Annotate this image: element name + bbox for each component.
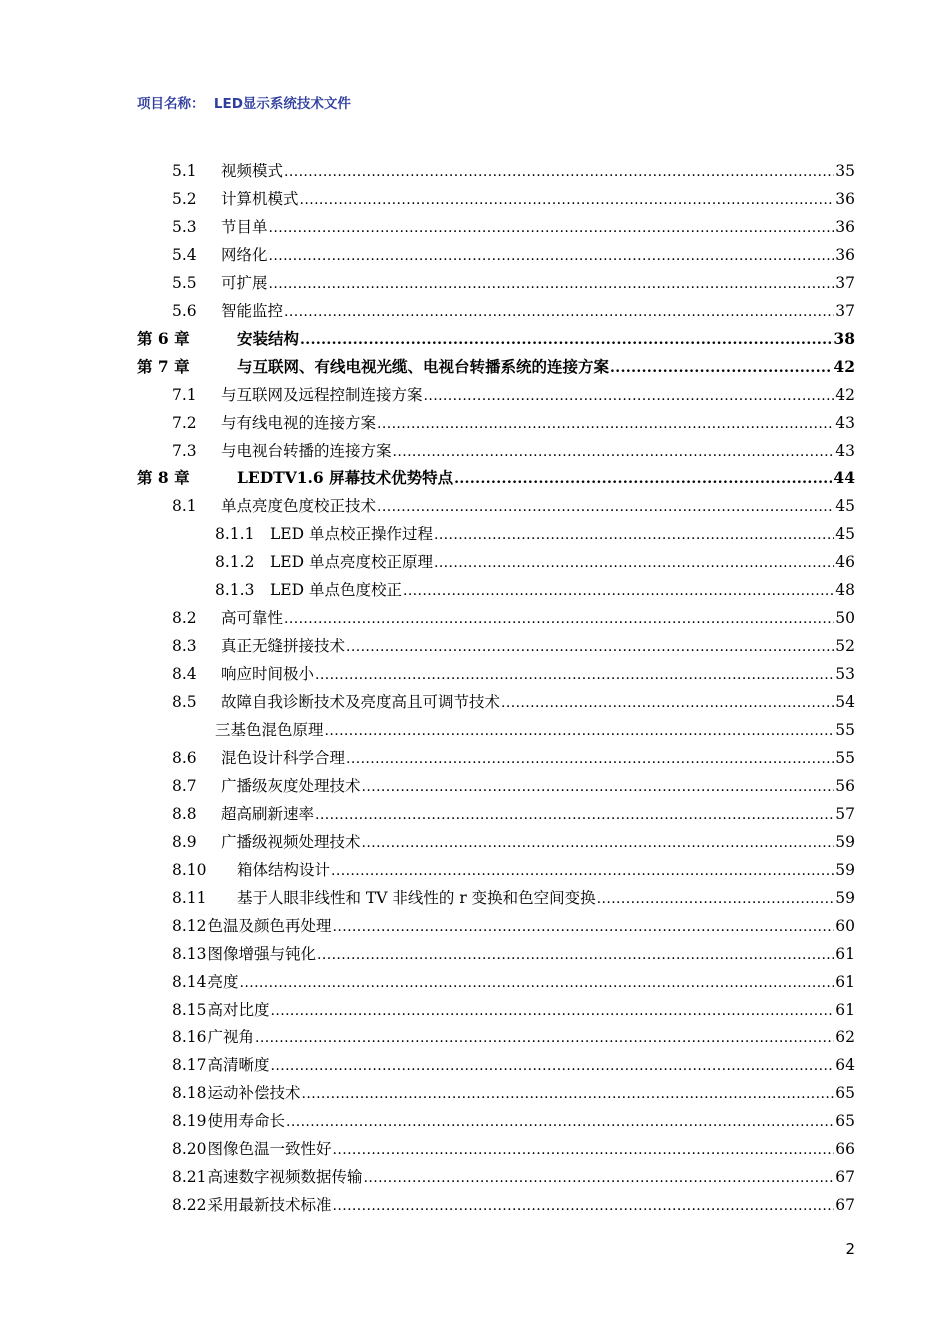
toc-number: 8.22 bbox=[172, 1196, 207, 1215]
toc-page-number: 61 bbox=[835, 972, 855, 991]
toc-chapter-entry[interactable] bbox=[137, 464, 855, 492]
toc-leader-dots bbox=[302, 1079, 835, 1107]
toc-number: 7.2 bbox=[172, 413, 197, 432]
toc-page-number: 53 bbox=[835, 665, 855, 684]
toc-title: 基于人眼非线性和 TV 非线性的 r 变换和色空间变换 bbox=[237, 888, 596, 907]
toc-title: 与有线电视的连接方案 bbox=[221, 413, 377, 432]
toc-title: 图像增强与钝化 bbox=[207, 944, 317, 963]
toc-number: 第 8 章 bbox=[137, 468, 190, 488]
toc-number: 5.4 bbox=[172, 245, 197, 264]
toc-page-number: 59 bbox=[835, 832, 855, 851]
toc-number: 8.8 bbox=[172, 804, 197, 823]
toc-title: 网络化 bbox=[221, 245, 268, 264]
toc-leader-dots bbox=[346, 632, 834, 660]
toc-number: 8.1.3 bbox=[215, 581, 255, 600]
toc-page-number: 35 bbox=[835, 162, 855, 180]
toc-entry[interactable] bbox=[172, 1051, 855, 1079]
toc-title: 视频模式 bbox=[221, 162, 284, 180]
toc-entry[interactable] bbox=[172, 241, 855, 269]
toc-entry[interactable] bbox=[172, 157, 855, 185]
toc-title: LED 单点色度校正 bbox=[270, 581, 402, 600]
toc-title: 高速数字视频数据传输 bbox=[207, 1168, 363, 1187]
toc-number: 8.13 bbox=[172, 944, 207, 963]
toc-page-number: 45 bbox=[835, 497, 855, 516]
toc-title: 智能监控 bbox=[221, 301, 284, 320]
toc-leader-dots bbox=[333, 1191, 835, 1219]
toc-leader-dots bbox=[286, 1107, 834, 1135]
toc-leader-dots bbox=[271, 996, 835, 1024]
toc-number: 8.15 bbox=[172, 1000, 207, 1019]
toc-page-number: 65 bbox=[835, 1112, 855, 1131]
toc-entry[interactable] bbox=[172, 996, 855, 1024]
toc-title: 色温及颜色再处理 bbox=[207, 916, 332, 935]
toc-entry[interactable] bbox=[172, 772, 855, 800]
toc-chapter-entry[interactable] bbox=[137, 325, 855, 353]
toc-title: LED 单点亮度校正原理 bbox=[270, 553, 433, 572]
toc-entry[interactable] bbox=[172, 409, 855, 437]
toc-number: 5.2 bbox=[172, 189, 197, 208]
toc-title: 响应时间极小 bbox=[221, 665, 315, 684]
toc-entry[interactable] bbox=[172, 604, 855, 632]
toc-leader-dots bbox=[454, 464, 832, 492]
toc-leader-dots bbox=[315, 660, 834, 688]
toc-number: 8.7 bbox=[172, 776, 197, 795]
toc-entry[interactable] bbox=[172, 297, 855, 325]
toc-leader-dots bbox=[364, 1163, 835, 1191]
toc-title: 运动补偿技术 bbox=[207, 1084, 301, 1103]
toc-page-number: 66 bbox=[835, 1140, 855, 1159]
toc-title: 使用寿命长 bbox=[207, 1112, 286, 1131]
toc-title: 与互联网及远程控制连接方案 bbox=[221, 385, 423, 404]
toc-leader-dots bbox=[346, 744, 834, 772]
project-name: LED显示系统技术文件 bbox=[213, 96, 351, 112]
toc-entry[interactable] bbox=[172, 968, 855, 996]
toc-number: 8.16 bbox=[172, 1028, 207, 1047]
toc-title: LED 单点校正操作过程 bbox=[270, 525, 433, 544]
toc-leader-dots bbox=[325, 716, 835, 744]
document-header bbox=[137, 92, 351, 112]
toc-entry[interactable] bbox=[215, 716, 855, 744]
toc-title: 高对比度 bbox=[207, 1000, 270, 1019]
toc-page-number: 44 bbox=[833, 468, 855, 488]
toc-title: 与互联网、有线电视光缆、电视台转播系统的连接方案 bbox=[237, 356, 610, 376]
toc-entry[interactable] bbox=[172, 744, 855, 772]
toc-leader-dots bbox=[333, 1135, 835, 1163]
toc-page-number: 48 bbox=[835, 581, 855, 600]
toc-leader-dots bbox=[377, 492, 834, 520]
toc-entry[interactable] bbox=[215, 548, 855, 576]
toc-number: 7.1 bbox=[172, 385, 197, 404]
toc-title: 图像色温一致性好 bbox=[207, 1140, 332, 1159]
toc-leader-dots bbox=[610, 353, 832, 381]
toc-number: 8.12 bbox=[172, 916, 207, 935]
toc-title: 高可靠性 bbox=[221, 609, 284, 628]
toc-leader-dots bbox=[269, 213, 835, 241]
toc-title: 计算机模式 bbox=[221, 189, 299, 208]
toc-entry[interactable] bbox=[172, 1023, 855, 1051]
toc-entry[interactable] bbox=[172, 828, 855, 856]
toc-page-number: 42 bbox=[833, 356, 855, 376]
toc-entry[interactable] bbox=[172, 185, 855, 213]
toc-title: 亮度 bbox=[207, 972, 239, 991]
toc-number: 5.1 bbox=[172, 162, 197, 180]
toc-number: 5.6 bbox=[172, 301, 197, 320]
toc-title: 高清晰度 bbox=[207, 1056, 270, 1075]
toc-leader-dots bbox=[269, 241, 835, 269]
toc-title: 安装结构 bbox=[237, 328, 300, 348]
toc-number: 8.1.2 bbox=[215, 553, 255, 572]
toc-page-number: 43 bbox=[835, 413, 855, 432]
toc-number: 8.1 bbox=[172, 497, 197, 516]
toc-page-number: 59 bbox=[835, 860, 855, 879]
toc-number: 5.3 bbox=[172, 217, 197, 236]
toc-leader-dots bbox=[434, 548, 834, 576]
toc-number: 8.1.1 bbox=[215, 525, 255, 544]
toc-leader-dots bbox=[333, 912, 835, 940]
toc-leader-dots bbox=[424, 381, 835, 409]
toc-title: 超高刷新速率 bbox=[221, 804, 315, 823]
toc-number: 8.14 bbox=[172, 972, 207, 991]
toc-page-number: 59 bbox=[835, 888, 855, 907]
toc-entry[interactable] bbox=[172, 856, 855, 884]
toc-leader-dots bbox=[403, 576, 834, 604]
toc-page-number: 46 bbox=[835, 553, 855, 572]
toc-entry[interactable] bbox=[172, 688, 855, 716]
toc-page-number: 60 bbox=[835, 916, 855, 935]
toc-entry[interactable] bbox=[172, 912, 855, 940]
toc-page-number: 61 bbox=[835, 1000, 855, 1019]
toc-entry[interactable] bbox=[215, 576, 855, 604]
toc-page-number: 64 bbox=[835, 1056, 855, 1075]
toc-page-number: 62 bbox=[835, 1028, 855, 1047]
toc-page-number: 65 bbox=[835, 1084, 855, 1103]
toc-title: 节目单 bbox=[221, 217, 268, 236]
toc-number: 8.5 bbox=[172, 693, 197, 712]
toc-number: 5.5 bbox=[172, 273, 197, 292]
toc-page-number: 57 bbox=[835, 804, 855, 823]
toc-page-number: 45 bbox=[835, 525, 855, 544]
toc-leader-dots bbox=[255, 1023, 834, 1051]
toc-title: 与电视台转播的连接方案 bbox=[221, 441, 392, 460]
toc-number: 8.18 bbox=[172, 1084, 207, 1103]
toc-page-number: 55 bbox=[835, 748, 855, 767]
toc-entry[interactable] bbox=[172, 1163, 855, 1191]
toc-number: 8.17 bbox=[172, 1056, 207, 1075]
toc-page-number: 42 bbox=[835, 385, 855, 404]
toc-leader-dots bbox=[393, 437, 835, 465]
toc-entry[interactable] bbox=[215, 520, 855, 548]
toc-entry[interactable] bbox=[172, 632, 855, 660]
toc-page-number: 50 bbox=[835, 609, 855, 628]
toc-entry[interactable] bbox=[172, 1079, 855, 1107]
toc-number: 8.11 bbox=[172, 888, 207, 907]
toc-page-number: 38 bbox=[833, 328, 855, 348]
toc-leader-dots bbox=[434, 520, 834, 548]
toc-entry[interactable] bbox=[172, 1191, 855, 1219]
page-number: 2 bbox=[845, 1240, 855, 1258]
toc-page-number: 54 bbox=[835, 693, 855, 712]
toc-leader-dots bbox=[300, 325, 832, 353]
toc-title: 三基色混色原理 bbox=[215, 721, 324, 739]
toc-page-number: 37 bbox=[835, 301, 855, 320]
toc-leader-dots bbox=[284, 297, 834, 325]
toc-title: 故障自我诊断技术及亮度高且可调节技术 bbox=[221, 693, 501, 712]
toc-title: 广播级灰度处理技术 bbox=[221, 776, 361, 795]
toc-number: 7.3 bbox=[172, 441, 197, 460]
toc-entry[interactable] bbox=[172, 1135, 855, 1163]
toc-leader-dots bbox=[362, 828, 835, 856]
toc-title: 广视角 bbox=[207, 1028, 255, 1047]
toc-entry[interactable] bbox=[172, 381, 855, 409]
toc-entry[interactable] bbox=[172, 800, 855, 828]
toc-title: 单点亮度色度校正技术 bbox=[221, 497, 377, 516]
toc-number: 8.20 bbox=[172, 1140, 207, 1159]
toc-title: 广播级视频处理技术 bbox=[221, 832, 361, 851]
toc-leader-dots bbox=[284, 604, 834, 632]
toc-entry[interactable] bbox=[172, 940, 855, 968]
toc-number: 第 6 章 bbox=[137, 328, 190, 348]
toc-page-number: 37 bbox=[835, 273, 855, 292]
toc-page-number: 67 bbox=[835, 1196, 855, 1215]
toc-leader-dots bbox=[597, 884, 835, 912]
toc-leader-dots bbox=[501, 688, 834, 716]
toc-number: 8.6 bbox=[172, 748, 197, 767]
toc-page-number: 56 bbox=[835, 776, 855, 795]
toc-number: 第 7 章 bbox=[137, 356, 190, 376]
toc-leader-dots bbox=[269, 269, 835, 297]
toc-number: 8.10 bbox=[172, 860, 207, 879]
toc-title: 采用最新技术标准 bbox=[207, 1196, 332, 1215]
toc-title: 真正无缝拼接技术 bbox=[221, 637, 346, 656]
toc-number: 8.3 bbox=[172, 637, 197, 656]
toc-page-number: 36 bbox=[835, 189, 855, 208]
toc-entry[interactable] bbox=[172, 492, 855, 520]
toc-entry[interactable] bbox=[172, 213, 855, 241]
toc-entry[interactable] bbox=[172, 884, 855, 912]
toc-leader-dots bbox=[317, 940, 834, 968]
toc-page-number: 61 bbox=[835, 944, 855, 963]
toc-entry[interactable] bbox=[172, 1107, 855, 1135]
toc-page-number: 52 bbox=[835, 637, 855, 656]
toc-page-number: 55 bbox=[835, 721, 855, 739]
toc-leader-dots bbox=[284, 157, 834, 185]
toc-number: 8.4 bbox=[172, 665, 197, 684]
toc-title: LEDTV1.6 屏幕技术优势特点 bbox=[237, 468, 454, 488]
toc-page-number: 67 bbox=[835, 1168, 855, 1187]
toc-page-number: 36 bbox=[835, 217, 855, 236]
toc-leader-dots bbox=[362, 772, 835, 800]
toc-number: 8.9 bbox=[172, 832, 197, 851]
toc-page-number: 43 bbox=[835, 441, 855, 460]
toc-number: 8.19 bbox=[172, 1112, 207, 1131]
toc-chapter-entry[interactable] bbox=[137, 353, 855, 381]
toc-entry[interactable] bbox=[172, 269, 855, 297]
toc-page-number: 36 bbox=[835, 245, 855, 264]
toc-leader-dots bbox=[240, 968, 835, 996]
toc-leader-dots bbox=[377, 409, 834, 437]
toc-title: 可扩展 bbox=[221, 273, 268, 292]
toc-leader-dots bbox=[300, 185, 835, 213]
toc-number: 8.2 bbox=[172, 609, 197, 628]
toc-leader-dots bbox=[315, 800, 834, 828]
toc-leader-dots bbox=[271, 1051, 835, 1079]
project-name-label: 项目名称： bbox=[137, 96, 205, 112]
toc-entry[interactable] bbox=[172, 660, 855, 688]
toc-entry[interactable] bbox=[172, 437, 855, 465]
toc-title: 混色设计科学合理 bbox=[221, 748, 346, 767]
toc-leader-dots bbox=[331, 856, 834, 884]
toc-number: 8.21 bbox=[172, 1168, 207, 1187]
toc-title: 箱体结构设计 bbox=[237, 860, 331, 879]
